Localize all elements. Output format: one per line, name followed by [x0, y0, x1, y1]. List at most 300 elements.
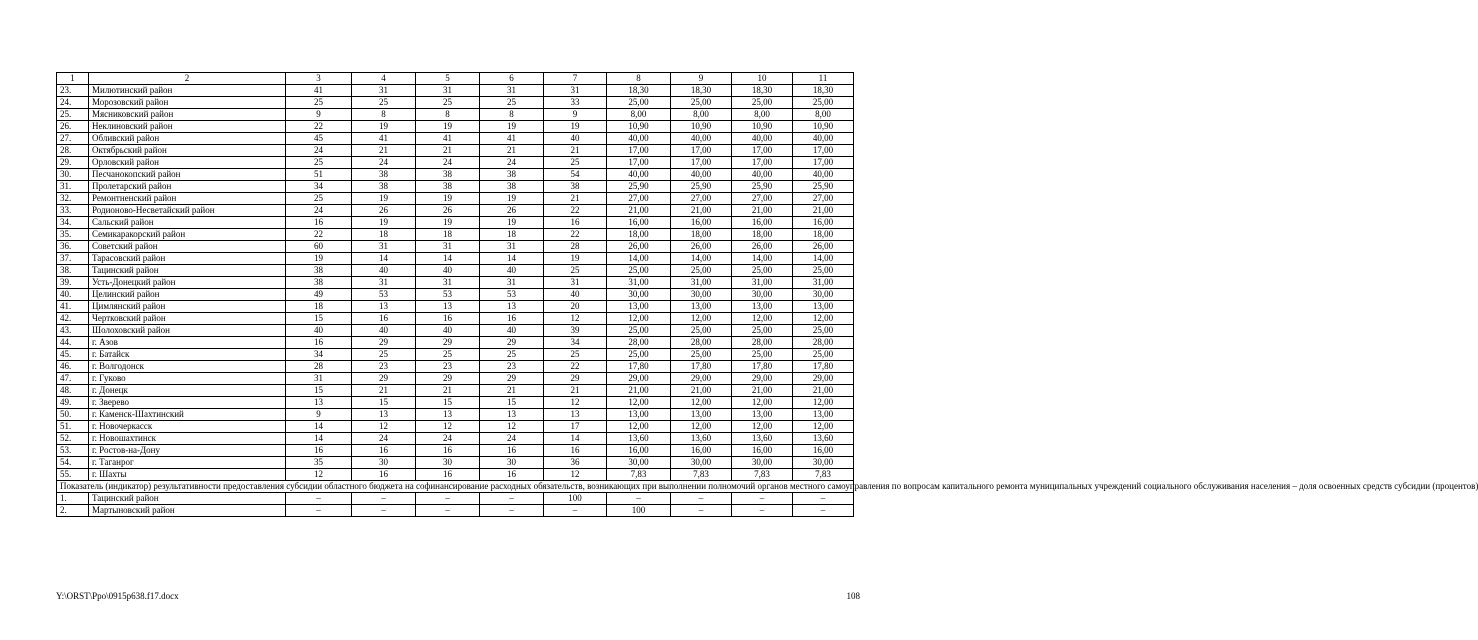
- table-row: [57, 289, 854, 301]
- cell-col-2: Ремонтненский район: [89, 193, 286, 205]
- cell-col-10: 28,00: [732, 337, 793, 349]
- cell-col-8: 30,00: [607, 289, 671, 301]
- cell-col-1: 38.: [57, 265, 89, 277]
- cell-col-9: 25,00: [671, 97, 732, 109]
- cell-col-7: 19: [544, 121, 607, 133]
- cell-col-4: 21: [352, 145, 416, 157]
- cell-col-6: 18: [480, 229, 544, 241]
- cell-col-1: 44.: [57, 337, 89, 349]
- cell-col-4: 16: [352, 445, 416, 457]
- cell-col-10: 17,00: [732, 145, 793, 157]
- cell-col-2: Октябрьский район: [89, 145, 286, 157]
- cell-col-3: –: [286, 505, 352, 517]
- cell-col-7: 12: [544, 469, 607, 481]
- cell-col-10: 21,00: [732, 385, 793, 397]
- cell-col-9: 26,00: [671, 241, 732, 253]
- cell-col-8: 7,83: [607, 469, 671, 481]
- table-row: [57, 253, 854, 265]
- cell-col-3: 24: [286, 205, 352, 217]
- cell-col-2: Тацинский район: [89, 493, 286, 505]
- cell-col-11: 7,83: [793, 469, 854, 481]
- cell-col-2: г. Ростов-на-Дону: [89, 445, 286, 457]
- cell-col-6: 31: [480, 277, 544, 289]
- cell-col-1: 24.: [57, 97, 89, 109]
- cell-col-11: –: [793, 493, 854, 505]
- cell-col-8: 25,00: [607, 325, 671, 337]
- cell-col-5: 16: [416, 445, 480, 457]
- cell-col-9: 13,60: [671, 433, 732, 445]
- table-row: [57, 217, 854, 229]
- cell-col-1: 1.: [57, 493, 89, 505]
- cell-col-1: 35.: [57, 229, 89, 241]
- cell-col-5: 25: [416, 97, 480, 109]
- cell-col-6: 16: [480, 469, 544, 481]
- cell-col-7: 39: [544, 325, 607, 337]
- cell-col-2: Тарасовский район: [89, 253, 286, 265]
- cell-col-7: 100: [544, 493, 607, 505]
- cell-col-1: 47.: [57, 373, 89, 385]
- cell-col-3: 28: [286, 361, 352, 373]
- cell-col-1: 23.: [57, 85, 89, 97]
- cell-col-3: 18: [286, 301, 352, 313]
- cell-col-6: 16: [480, 313, 544, 325]
- table-row: [57, 313, 854, 325]
- cell-col-11: 25,00: [793, 349, 854, 361]
- cell-col-9: 17,80: [671, 361, 732, 373]
- cell-col-2: Орловский район: [89, 157, 286, 169]
- cell-col-6: 41: [480, 133, 544, 145]
- cell-col-4: 18: [352, 229, 416, 241]
- cell-col-4: 19: [352, 121, 416, 133]
- cell-col-8: 10,90: [607, 121, 671, 133]
- cell-col-5: –: [416, 493, 480, 505]
- cell-col-9: 30,00: [671, 289, 732, 301]
- cell-col-10: 26,00: [732, 241, 793, 253]
- cell-col-2: г. Донецк: [89, 385, 286, 397]
- cell-col-11: 25,00: [793, 265, 854, 277]
- cell-col-4: 14: [352, 253, 416, 265]
- cell-col-8: 17,00: [607, 157, 671, 169]
- table-row: [57, 361, 854, 373]
- cell-col-11: 25,00: [793, 325, 854, 337]
- cell-col-5: 53: [416, 289, 480, 301]
- cell-col-11: 26,00: [793, 241, 854, 253]
- cell-col-9: 25,00: [671, 349, 732, 361]
- cell-col-8: 100: [607, 505, 671, 517]
- cell-col-4: –: [352, 505, 416, 517]
- cell-col-2: г. Гуково: [89, 373, 286, 385]
- cell-col-2: г. Батайск: [89, 349, 286, 361]
- cell-col-1: 32.: [57, 193, 89, 205]
- cell-col-11: 13,60: [793, 433, 854, 445]
- cell-col-11: 21,00: [793, 385, 854, 397]
- cell-col-7: 38: [544, 181, 607, 193]
- table-row: [57, 241, 854, 253]
- cell-col-5: 41: [416, 133, 480, 145]
- cell-col-1: 30.: [57, 169, 89, 181]
- cell-col-3: 25: [286, 97, 352, 109]
- table-header-row: [57, 73, 854, 85]
- cell-col-10: 25,00: [732, 325, 793, 337]
- cell-col-9: 17,00: [671, 145, 732, 157]
- cell-col-6: 21: [480, 385, 544, 397]
- cell-col-10: 30,00: [732, 457, 793, 469]
- cell-col-9: 17,00: [671, 157, 732, 169]
- cell-col-2: г. Азов: [89, 337, 286, 349]
- cell-col-10: 16,00: [732, 445, 793, 457]
- cell-col-7: 34: [544, 337, 607, 349]
- cell-col-7: 12: [544, 313, 607, 325]
- table-row: [57, 265, 854, 277]
- cell-col-10: 10,90: [732, 121, 793, 133]
- cell-col-8: 14,00: [607, 253, 671, 265]
- cell-col-2: г. Волгодонск: [89, 361, 286, 373]
- cell-col-2: Песчанокопский район: [89, 169, 286, 181]
- cell-col-3: 22: [286, 229, 352, 241]
- cell-col-4: 23: [352, 361, 416, 373]
- cell-col-11: 29,00: [793, 373, 854, 385]
- cell-col-5: 24: [416, 433, 480, 445]
- cell-col-6: 38: [480, 169, 544, 181]
- cell-col-9: 25,00: [671, 265, 732, 277]
- cell-col-3: 3: [286, 73, 352, 85]
- cell-col-5: 29: [416, 337, 480, 349]
- cell-col-2: Мартыновский район: [89, 505, 286, 517]
- table-row: [57, 385, 854, 397]
- cell-col-7: 22: [544, 361, 607, 373]
- cell-col-5: 14: [416, 253, 480, 265]
- cell-col-9: 18,00: [671, 229, 732, 241]
- cell-col-6: 38: [480, 181, 544, 193]
- cell-col-6: 8: [480, 109, 544, 121]
- table-row: [57, 109, 854, 121]
- cell-col-6: 25: [480, 97, 544, 109]
- cell-col-9: 16,00: [671, 217, 732, 229]
- cell-col-5: –: [416, 505, 480, 517]
- cell-col-5: 21: [416, 385, 480, 397]
- cell-col-7: 21: [544, 145, 607, 157]
- cell-col-5: 25: [416, 349, 480, 361]
- cell-col-6: 23: [480, 361, 544, 373]
- cell-col-2: Советский район: [89, 241, 286, 253]
- cell-col-7: 9: [544, 109, 607, 121]
- cell-col-7: 28: [544, 241, 607, 253]
- cell-col-3: 12: [286, 469, 352, 481]
- cell-col-6: 40: [480, 325, 544, 337]
- cell-col-7: 21: [544, 385, 607, 397]
- cell-col-9: 12,00: [671, 421, 732, 433]
- cell-col-5: 8: [416, 109, 480, 121]
- cell-col-6: 29: [480, 337, 544, 349]
- cell-col-2: Родионово-Несветайский район: [89, 205, 286, 217]
- cell-col-5: 29: [416, 373, 480, 385]
- table-row: [57, 421, 854, 433]
- cell-col-9: 25,00: [671, 325, 732, 337]
- cell-col-6: 19: [480, 217, 544, 229]
- table-row: [57, 277, 854, 289]
- file-path: Y:\ORST\Ppo\0915p638.f17.docx: [56, 591, 179, 601]
- cell-col-8: 30,00: [607, 457, 671, 469]
- cell-col-1: 37.: [57, 253, 89, 265]
- cell-col-4: 31: [352, 241, 416, 253]
- cell-col-3: 15: [286, 313, 352, 325]
- cell-col-4: 19: [352, 217, 416, 229]
- data-table: [56, 72, 1478, 517]
- cell-col-11: 40,00: [793, 169, 854, 181]
- cell-col-4: 38: [352, 181, 416, 193]
- cell-col-8: 17,80: [607, 361, 671, 373]
- cell-col-3: 51: [286, 169, 352, 181]
- cell-col-10: 10: [732, 73, 793, 85]
- cell-col-9: 13,00: [671, 409, 732, 421]
- table-row: [57, 433, 854, 445]
- section-title: Показатель (индикатор) результативности предоставления субсидии областного бюджета на софинансирование расходных обязательств, возникающих при выполнении полномочий органов местного самоуправления по вопросам капитального ремонта муниципальных учреждений социального обслуживания населения – доля освоенных средств субсидии (процентов): [57, 481, 854, 493]
- cell-col-11: 40,00: [793, 133, 854, 145]
- cell-col-7: 29: [544, 373, 607, 385]
- cell-col-9: 18,30: [671, 85, 732, 97]
- cell-col-11: 13,00: [793, 301, 854, 313]
- cell-col-2: Пролетарский район: [89, 181, 286, 193]
- table-row: [57, 505, 854, 517]
- cell-col-10: –: [732, 505, 793, 517]
- cell-col-3: 34: [286, 181, 352, 193]
- cell-col-9: 7,83: [671, 469, 732, 481]
- cell-col-11: 8,00: [793, 109, 854, 121]
- cell-col-11: 10,90: [793, 121, 854, 133]
- cell-col-11: 16,00: [793, 217, 854, 229]
- cell-col-3: 38: [286, 277, 352, 289]
- cell-col-10: 25,90: [732, 181, 793, 193]
- cell-col-2: г. Зверево: [89, 397, 286, 409]
- cell-col-7: 31: [544, 85, 607, 97]
- cell-col-9: 21,00: [671, 385, 732, 397]
- cell-col-7: 31: [544, 277, 607, 289]
- cell-col-8: 29,00: [607, 373, 671, 385]
- cell-col-3: 16: [286, 217, 352, 229]
- cell-col-2: Мясниковский район: [89, 109, 286, 121]
- cell-col-8: 13,00: [607, 301, 671, 313]
- cell-col-3: 41: [286, 85, 352, 97]
- cell-col-10: 13,60: [732, 433, 793, 445]
- cell-col-6: 14: [480, 253, 544, 265]
- cell-col-4: 19: [352, 193, 416, 205]
- table-row: [57, 373, 854, 385]
- table-row: [57, 325, 854, 337]
- cell-col-7: –: [544, 505, 607, 517]
- cell-col-10: 12,00: [732, 313, 793, 325]
- cell-col-9: 13,00: [671, 301, 732, 313]
- cell-col-1: 34.: [57, 217, 89, 229]
- cell-col-10: 31,00: [732, 277, 793, 289]
- cell-col-1: 54.: [57, 457, 89, 469]
- cell-col-2: Шолоховский район: [89, 325, 286, 337]
- cell-col-10: 25,00: [732, 265, 793, 277]
- cell-col-6: –: [480, 493, 544, 505]
- cell-col-5: 38: [416, 181, 480, 193]
- cell-col-8: 12,00: [607, 313, 671, 325]
- cell-col-6: 6: [480, 73, 544, 85]
- cell-col-7: 25: [544, 349, 607, 361]
- cell-col-5: 38: [416, 169, 480, 181]
- cell-col-7: 14: [544, 433, 607, 445]
- cell-col-11: 12,00: [793, 313, 854, 325]
- cell-col-7: 54: [544, 169, 607, 181]
- cell-col-4: 31: [352, 85, 416, 97]
- cell-col-5: 19: [416, 217, 480, 229]
- cell-col-4: 29: [352, 337, 416, 349]
- cell-col-2: Чертковский район: [89, 313, 286, 325]
- cell-col-7: 20: [544, 301, 607, 313]
- cell-col-2: Сальский район: [89, 217, 286, 229]
- cell-col-4: 13: [352, 301, 416, 313]
- cell-col-6: 16: [480, 445, 544, 457]
- cell-col-8: –: [607, 493, 671, 505]
- cell-col-2: Усть-Донецкий район: [89, 277, 286, 289]
- cell-col-9: 31,00: [671, 277, 732, 289]
- cell-col-6: 24: [480, 157, 544, 169]
- cell-col-4: 8: [352, 109, 416, 121]
- cell-col-9: –: [671, 505, 732, 517]
- cell-col-3: 22: [286, 121, 352, 133]
- cell-col-8: 21,00: [607, 385, 671, 397]
- cell-col-7: 7: [544, 73, 607, 85]
- table-row: [57, 193, 854, 205]
- cell-col-5: 18: [416, 229, 480, 241]
- cell-col-6: 21: [480, 145, 544, 157]
- cell-col-11: 30,00: [793, 289, 854, 301]
- cell-col-8: 25,00: [607, 97, 671, 109]
- cell-col-8: 16,00: [607, 217, 671, 229]
- cell-col-10: 17,00: [732, 157, 793, 169]
- cell-col-8: 13,00: [607, 409, 671, 421]
- cell-col-11: 25,90: [793, 181, 854, 193]
- cell-col-6: 26: [480, 205, 544, 217]
- cell-col-2: г. Новочеркасск: [89, 421, 286, 433]
- cell-col-3: 40: [286, 325, 352, 337]
- cell-col-11: 17,80: [793, 361, 854, 373]
- cell-col-5: 26: [416, 205, 480, 217]
- cell-col-11: 12,00: [793, 421, 854, 433]
- cell-col-11: 28,00: [793, 337, 854, 349]
- table-row: [57, 121, 854, 133]
- cell-col-3: 25: [286, 193, 352, 205]
- cell-col-9: 8,00: [671, 109, 732, 121]
- cell-col-9: 30,00: [671, 457, 732, 469]
- cell-col-9: 10,90: [671, 121, 732, 133]
- table-row: [57, 157, 854, 169]
- cell-col-8: 13,60: [607, 433, 671, 445]
- cell-col-3: 34: [286, 349, 352, 361]
- cell-col-11: 18,00: [793, 229, 854, 241]
- cell-col-3: 49: [286, 289, 352, 301]
- table-row: [57, 349, 854, 361]
- cell-col-8: 27,00: [607, 193, 671, 205]
- cell-col-9: 12,00: [671, 397, 732, 409]
- cell-col-6: 40: [480, 265, 544, 277]
- cell-col-1: 52.: [57, 433, 89, 445]
- cell-col-2: Тацинский район: [89, 265, 286, 277]
- cell-col-3: 45: [286, 133, 352, 145]
- cell-col-7: 22: [544, 229, 607, 241]
- cell-col-9: 28,00: [671, 337, 732, 349]
- cell-col-4: 13: [352, 409, 416, 421]
- cell-col-7: 40: [544, 133, 607, 145]
- cell-col-4: 25: [352, 349, 416, 361]
- cell-col-8: 25,00: [607, 349, 671, 361]
- cell-col-1: 26.: [57, 121, 89, 133]
- cell-col-4: 24: [352, 433, 416, 445]
- table-row: [57, 133, 854, 145]
- cell-col-7: 40: [544, 289, 607, 301]
- table-row: [57, 337, 854, 349]
- cell-col-5: 24: [416, 157, 480, 169]
- cell-col-4: 41: [352, 133, 416, 145]
- cell-col-8: 18,30: [607, 85, 671, 97]
- table-row: [57, 97, 854, 109]
- cell-col-8: 26,00: [607, 241, 671, 253]
- cell-col-1: 1: [57, 73, 89, 85]
- cell-col-10: 27,00: [732, 193, 793, 205]
- cell-col-3: 31: [286, 373, 352, 385]
- page-number: 108: [846, 591, 860, 601]
- cell-col-3: 16: [286, 337, 352, 349]
- cell-col-3: 15: [286, 385, 352, 397]
- cell-col-11: 11: [793, 73, 854, 85]
- table-row: [57, 205, 854, 217]
- cell-col-5: 40: [416, 325, 480, 337]
- cell-col-3: 60: [286, 241, 352, 253]
- cell-col-8: 31,00: [607, 277, 671, 289]
- cell-col-3: 14: [286, 421, 352, 433]
- cell-col-10: 18,00: [732, 229, 793, 241]
- cell-col-6: 24: [480, 433, 544, 445]
- cell-col-1: 55.: [57, 469, 89, 481]
- cell-col-10: 17,80: [732, 361, 793, 373]
- cell-col-11: 27,00: [793, 193, 854, 205]
- cell-col-10: 13,00: [732, 301, 793, 313]
- cell-col-11: 21,00: [793, 205, 854, 217]
- cell-col-4: 40: [352, 325, 416, 337]
- cell-col-11: 18,30: [793, 85, 854, 97]
- cell-col-10: 25,00: [732, 97, 793, 109]
- cell-col-3: 25: [286, 157, 352, 169]
- cell-col-9: 21,00: [671, 205, 732, 217]
- cell-col-11: 14,00: [793, 253, 854, 265]
- cell-col-7: 16: [544, 217, 607, 229]
- cell-col-8: 16,00: [607, 445, 671, 457]
- cell-col-2: Милютинский район: [89, 85, 286, 97]
- cell-col-5: 31: [416, 85, 480, 97]
- cell-col-1: 31.: [57, 181, 89, 193]
- cell-col-1: 53.: [57, 445, 89, 457]
- cell-col-3: 19: [286, 253, 352, 265]
- cell-col-4: 12: [352, 421, 416, 433]
- cell-col-1: 46.: [57, 361, 89, 373]
- cell-col-5: 15: [416, 397, 480, 409]
- table-row: [57, 493, 854, 505]
- cell-col-1: 29.: [57, 157, 89, 169]
- cell-col-9: 9: [671, 73, 732, 85]
- cell-col-10: 18,30: [732, 85, 793, 97]
- cell-col-7: 21: [544, 193, 607, 205]
- table-row: [57, 457, 854, 469]
- cell-col-5: 12: [416, 421, 480, 433]
- cell-col-11: 12,00: [793, 397, 854, 409]
- cell-col-1: 39.: [57, 277, 89, 289]
- cell-col-8: 28,00: [607, 337, 671, 349]
- cell-col-5: 23: [416, 361, 480, 373]
- cell-col-9: –: [671, 493, 732, 505]
